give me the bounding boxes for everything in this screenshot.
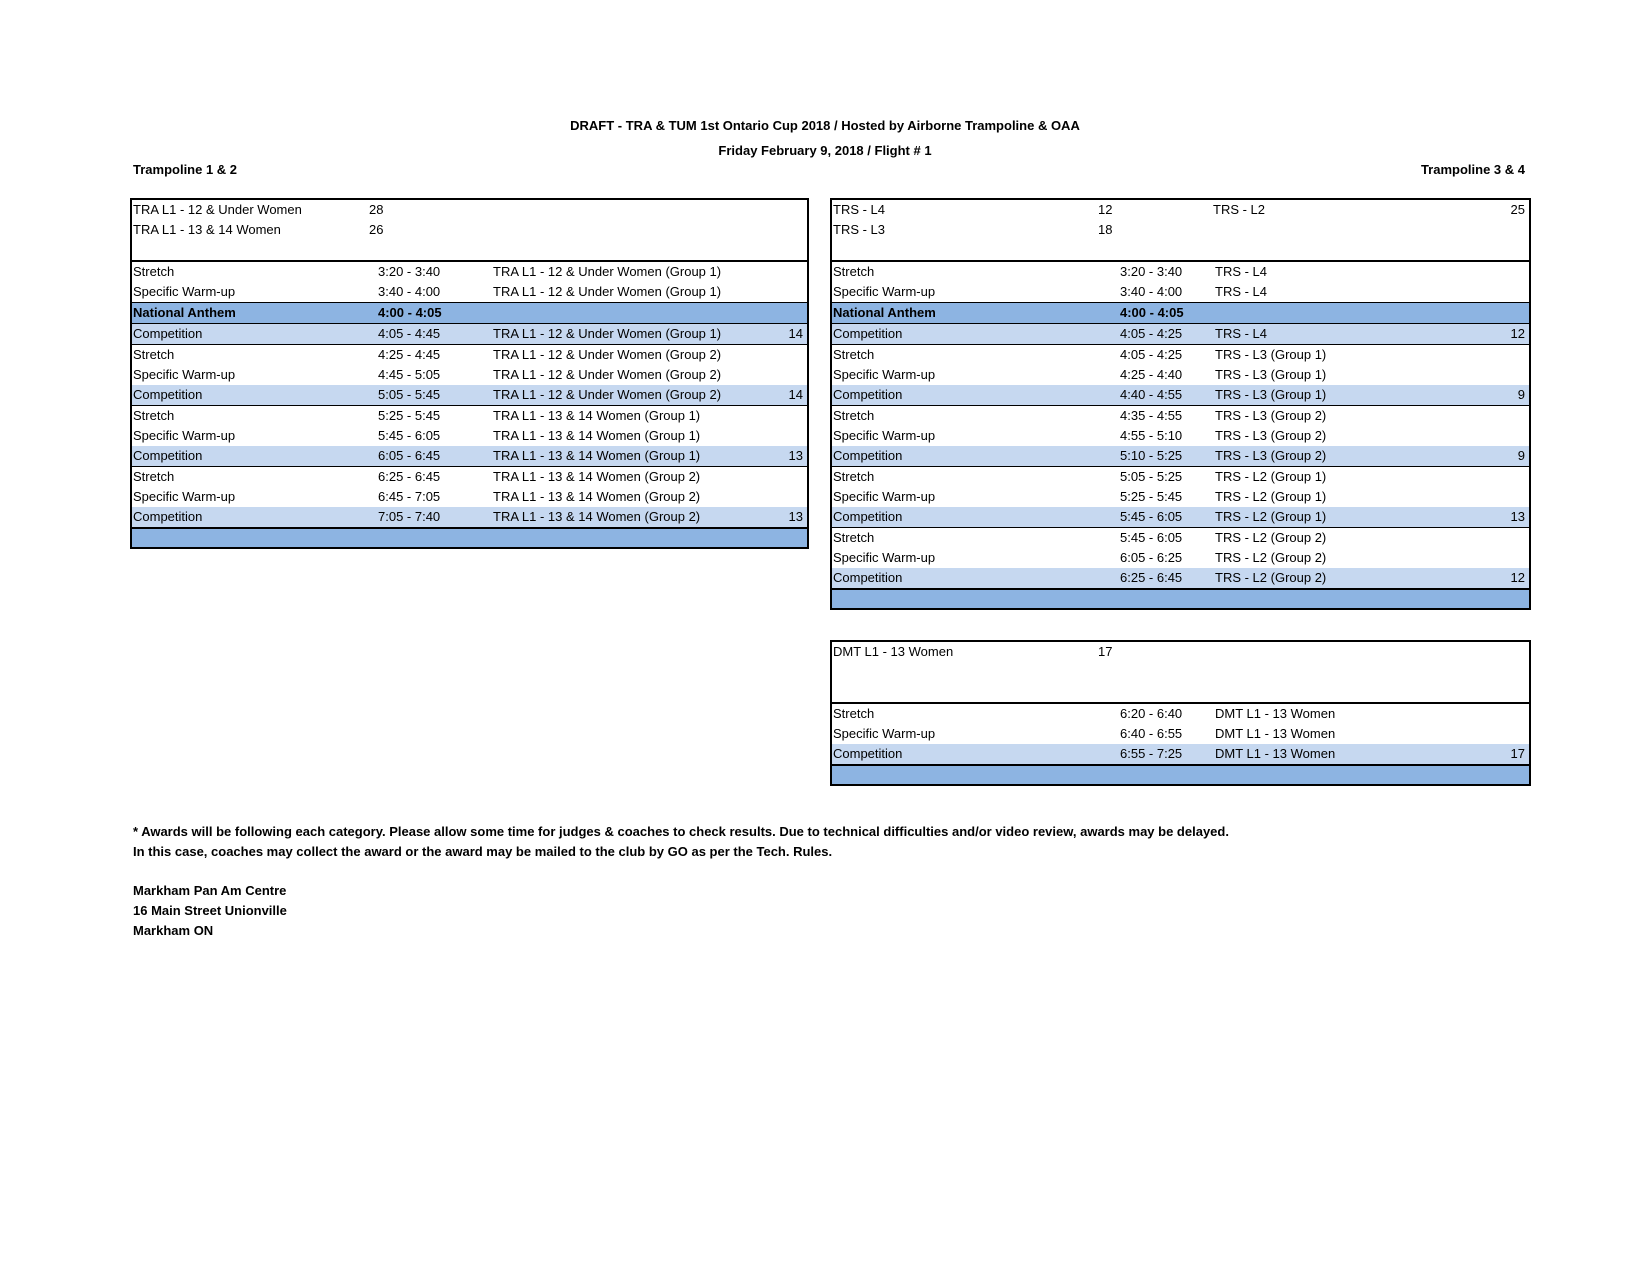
group: TRA L1 - 13 & 14 Women (Group 2) (493, 469, 701, 484)
competition-row (132, 507, 807, 527)
time-slot: 4:05 - 4:45 (378, 326, 441, 341)
activity: Specific Warm-up (833, 428, 936, 443)
spacer (132, 240, 807, 260)
group: TRS - L2 (Group 1) (1215, 509, 1327, 524)
activity: Competition (833, 570, 903, 585)
venue-street: 16 Main Street Unionville (133, 903, 287, 918)
athlete-count: 12 (1510, 326, 1525, 341)
competition-row (832, 446, 1529, 467)
schedule-table-dmt (830, 640, 1531, 786)
summary-count: 18 (1098, 222, 1113, 237)
group: TRS - L3 (Group 1) (1215, 387, 1327, 402)
summary-category: TRS - L3 (833, 222, 886, 237)
awards-note-line-2: In this case, coaches may collect the award or the award may be mailed to the club by GO as per the Tech. Rules. (133, 844, 833, 859)
time-slot: 4:55 - 5:10 (1120, 428, 1183, 443)
schedule-row (832, 487, 1529, 507)
athlete-count: 9 (1517, 448, 1525, 463)
competition-row (132, 446, 807, 467)
left-section-label: Trampoline 1 & 2 (133, 162, 238, 177)
activity: Stretch (833, 347, 875, 362)
group: TRA L1 - 13 & 14 Women (Group 2) (493, 509, 701, 524)
time-slot: 3:20 - 3:40 (378, 264, 441, 279)
summary-category: TRS - L4 (833, 202, 886, 217)
activity: Competition (133, 509, 203, 524)
activity: Specific Warm-up (133, 428, 236, 443)
group: TRS - L4 (1215, 284, 1268, 299)
time-slot: 5:45 - 6:05 (1120, 530, 1183, 545)
activity: Competition (833, 746, 903, 761)
group: TRA L1 - 12 & Under Women (Group 1) (493, 326, 722, 341)
time-slot: 5:45 - 6:05 (1120, 509, 1183, 524)
time-slot: 7:05 - 7:40 (378, 509, 441, 524)
athlete-count: 13 (788, 509, 803, 524)
activity: Competition (833, 326, 903, 341)
schedule-row (132, 282, 807, 303)
group: TRS - L3 (Group 2) (1215, 408, 1327, 423)
activity: Competition (133, 448, 203, 463)
time-slot: 4:25 - 4:40 (1120, 367, 1183, 382)
activity: National Anthem (833, 305, 936, 320)
time-slot: 5:05 - 5:25 (1120, 469, 1183, 484)
group: TRA L1 - 12 & Under Women (Group 2) (493, 387, 722, 402)
activity: Competition (833, 387, 903, 402)
time-slot: 5:25 - 5:45 (1120, 489, 1183, 504)
athlete-count: 13 (1510, 509, 1525, 524)
activity: Competition (833, 448, 903, 463)
activity: Specific Warm-up (133, 489, 236, 504)
competition-row (832, 385, 1529, 406)
activity: Specific Warm-up (833, 367, 936, 382)
time-slot: 5:10 - 5:25 (1120, 448, 1183, 463)
spacer (832, 682, 1529, 702)
schedule-row (132, 426, 807, 446)
time-slot: 4:45 - 5:05 (378, 367, 441, 382)
venue-name: Markham Pan Am Centre (133, 883, 287, 898)
right-section-label: Trampoline 3 & 4 (1420, 162, 1525, 177)
summary-count: 17 (1098, 644, 1113, 659)
activity: Stretch (833, 264, 875, 279)
time-slot: 6:25 - 6:45 (1120, 570, 1183, 585)
group: DMT L1 - 13 Women (1215, 746, 1336, 761)
competition-row (132, 324, 807, 345)
activity: Specific Warm-up (833, 726, 936, 741)
time-slot: 4:40 - 4:55 (1120, 387, 1183, 402)
summary-row (832, 642, 1529, 662)
activity: Competition (133, 326, 203, 341)
awards-note-line-1: * Awards will be following each category. Please allow some time for judges & coaches to check results. Due to technical difficulties and/or video review, awards may be delayed. (133, 824, 1229, 839)
group: TRS - L3 (Group 2) (1215, 428, 1327, 443)
group: TRA L1 - 13 & 14 Women (Group 1) (493, 448, 701, 463)
athlete-count: 13 (788, 448, 803, 463)
summary-category: TRS - L2 (1213, 202, 1266, 217)
table-footer-bar (832, 764, 1529, 784)
activity: Stretch (833, 530, 875, 545)
activity: Specific Warm-up (833, 550, 936, 565)
athlete-count: 12 (1510, 570, 1525, 585)
competition-row (832, 507, 1529, 528)
competition-row (132, 385, 807, 406)
document-subtitle: Friday February 9, 2018 / Flight # 1 (718, 143, 932, 158)
schedule-table-trampoline-1-2 (130, 198, 809, 549)
summary-row (132, 220, 807, 240)
athlete-count: 14 (788, 387, 803, 402)
venue-city: Markham ON (133, 923, 214, 938)
time-slot: 6:25 - 6:45 (378, 469, 441, 484)
group: TRS - L4 (1215, 264, 1268, 279)
schedule-row (132, 260, 807, 282)
time-slot: 4:35 - 4:55 (1120, 408, 1183, 423)
schedule-row (132, 345, 807, 365)
group: TRA L1 - 13 & 14 Women (Group 1) (493, 428, 701, 443)
time-slot: 3:40 - 4:00 (378, 284, 441, 299)
time-slot: 4:25 - 4:45 (378, 347, 441, 362)
document-title: DRAFT - TRA & TUM 1st Ontario Cup 2018 / Hosted by Airborne Trampoline & OAA (570, 118, 1080, 133)
time-slot: 6:20 - 6:40 (1120, 706, 1183, 721)
activity: Stretch (133, 347, 175, 362)
summary-row (832, 220, 1529, 240)
time-slot: 6:55 - 7:25 (1120, 746, 1183, 761)
summary-count: 12 (1098, 202, 1113, 217)
group: TRA L1 - 12 & Under Women (Group 2) (493, 347, 722, 362)
group: TRA L1 - 12 & Under Women (Group 2) (493, 367, 722, 382)
group: TRS - L2 (Group 1) (1215, 489, 1327, 504)
activity: Specific Warm-up (133, 284, 236, 299)
competition-row (832, 568, 1529, 588)
activity: Competition (133, 387, 203, 402)
summary-category: TRA L1 - 12 & Under Women (133, 202, 302, 217)
group: TRA L1 - 13 & 14 Women (Group 1) (493, 408, 701, 423)
spacer (832, 662, 1529, 682)
competition-row (832, 324, 1529, 345)
schedule-row (832, 406, 1529, 426)
schedule-row (832, 724, 1529, 744)
activity: Stretch (133, 408, 175, 423)
schedule-row (132, 365, 807, 385)
summary-count: 26 (369, 222, 384, 237)
activity: Specific Warm-up (833, 284, 936, 299)
schedule-row (832, 528, 1529, 548)
schedule-row (832, 365, 1529, 385)
activity: Stretch (833, 706, 875, 721)
athlete-count: 9 (1517, 387, 1525, 402)
group: TRS - L2 (Group 1) (1215, 469, 1327, 484)
time-slot: 5:45 - 6:05 (378, 428, 441, 443)
group: TRS - L3 (Group 2) (1215, 448, 1327, 463)
time-slot: 6:05 - 6:25 (1120, 550, 1183, 565)
time-slot: 5:05 - 5:45 (378, 387, 441, 402)
activity: Stretch (133, 469, 175, 484)
schedule-row (832, 426, 1529, 446)
anthem-row (832, 303, 1529, 324)
group: TRA L1 - 13 & 14 Women (Group 2) (493, 489, 701, 504)
summary-count: 25 (1510, 202, 1525, 217)
activity: National Anthem (133, 305, 236, 320)
summary-category: DMT L1 - 13 Women (833, 644, 954, 659)
summary-row (832, 200, 1529, 220)
activity: Specific Warm-up (133, 367, 236, 382)
athlete-count: 14 (788, 326, 803, 341)
schedule-row (832, 702, 1529, 724)
table-footer-bar (132, 527, 807, 547)
schedule-row (132, 487, 807, 507)
time-slot: 3:20 - 3:40 (1120, 264, 1183, 279)
summary-count: 28 (369, 202, 384, 217)
summary-row (132, 200, 807, 220)
time-slot: 4:00 - 4:05 (378, 305, 442, 320)
schedule-row (832, 548, 1529, 568)
time-slot: 4:05 - 4:25 (1120, 347, 1183, 362)
activity: Stretch (833, 408, 875, 423)
activity: Stretch (833, 469, 875, 484)
time-slot: 3:40 - 4:00 (1120, 284, 1183, 299)
schedule-row (832, 260, 1529, 282)
time-slot: 5:25 - 5:45 (378, 408, 441, 423)
group: TRA L1 - 12 & Under Women (Group 1) (493, 284, 722, 299)
schedule-row (832, 345, 1529, 365)
table-footer-bar (832, 588, 1529, 608)
competition-row (832, 744, 1529, 764)
group: DMT L1 - 13 Women (1215, 726, 1336, 741)
spacer (832, 240, 1529, 260)
schedule-row (132, 467, 807, 487)
activity: Competition (833, 509, 903, 524)
group: TRS - L2 (Group 2) (1215, 550, 1327, 565)
group: DMT L1 - 13 Women (1215, 706, 1336, 721)
group: TRS - L2 (Group 2) (1215, 570, 1327, 585)
time-slot: 6:40 - 6:55 (1120, 726, 1183, 741)
activity: Stretch (133, 264, 175, 279)
schedule-row (832, 282, 1529, 303)
anthem-row (132, 303, 807, 324)
activity: Specific Warm-up (833, 489, 936, 504)
time-slot: 4:00 - 4:05 (1120, 305, 1184, 320)
schedule-table-trampoline-3-4 (830, 198, 1531, 610)
athlete-count: 17 (1510, 746, 1525, 761)
time-slot: 6:45 - 7:05 (378, 489, 441, 504)
group: TRS - L3 (Group 1) (1215, 347, 1327, 362)
time-slot: 4:05 - 4:25 (1120, 326, 1183, 341)
schedule-row (132, 406, 807, 426)
time-slot: 6:05 - 6:45 (378, 448, 441, 463)
group: TRS - L4 (1215, 326, 1268, 341)
summary-category: TRA L1 - 13 & 14 Women (133, 222, 281, 237)
schedule-row (832, 467, 1529, 487)
group: TRA L1 - 12 & Under Women (Group 1) (493, 264, 722, 279)
group: TRS - L3 (Group 1) (1215, 367, 1327, 382)
group: TRS - L2 (Group 2) (1215, 530, 1327, 545)
